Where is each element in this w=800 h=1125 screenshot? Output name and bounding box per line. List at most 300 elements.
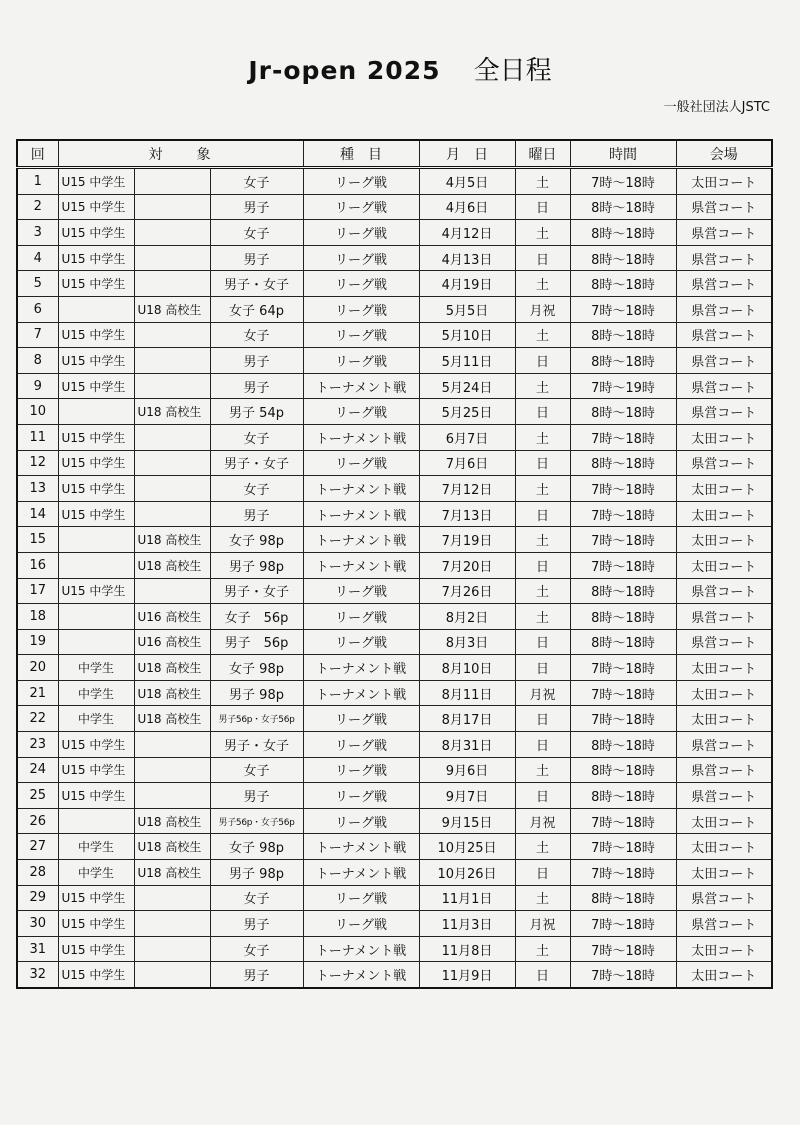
gender-cell: 男子 — [210, 783, 303, 809]
segment2-cell — [134, 783, 210, 809]
time-cell: 7時〜18時 — [570, 552, 676, 578]
table-row — [17, 757, 772, 783]
page-title — [0, 50, 800, 87]
weekday-cell: 土 — [515, 527, 570, 553]
table-row — [17, 476, 772, 502]
gender-cell: 男子・女子 — [210, 271, 303, 297]
time-cell: 7時〜18時 — [570, 655, 676, 681]
venue-cell: 県営コート — [676, 348, 772, 374]
weekday-cell: 土 — [515, 834, 570, 860]
event-cell: リーグ戦 — [303, 194, 419, 220]
venue-cell: 県営コート — [676, 757, 772, 783]
weekday-cell: 土 — [515, 373, 570, 399]
table-row — [17, 604, 772, 630]
table-row — [17, 322, 772, 348]
gender-cell: 男子 56p — [210, 629, 303, 655]
table-row — [17, 783, 772, 809]
time-cell: 7時〜19時 — [570, 373, 676, 399]
segment2-cell: U16 高校生 — [134, 604, 210, 630]
title-japanese: 全日程 — [473, 56, 552, 86]
gender-cell: 女子 — [210, 322, 303, 348]
venue-cell: 県営コート — [676, 296, 772, 322]
segment1-cell: 中学生 — [58, 680, 134, 706]
event-cell: リーグ戦 — [303, 629, 419, 655]
event-cell: リーグ戦 — [303, 245, 419, 271]
weekday-cell: 日 — [515, 860, 570, 886]
gender-cell: 女子 — [210, 885, 303, 911]
table-row — [17, 860, 772, 886]
event-cell: トーナメント戦 — [303, 476, 419, 502]
weekday-cell: 土 — [515, 578, 570, 604]
gender-cell: 男子 98p — [210, 680, 303, 706]
weekday-cell: 土 — [515, 271, 570, 297]
event-cell: トーナメント戦 — [303, 373, 419, 399]
weekday-cell: 月祝 — [515, 296, 570, 322]
table-row — [17, 834, 772, 860]
venue-cell: 太田コート — [676, 808, 772, 834]
weekday-cell: 土 — [515, 220, 570, 246]
segment1-cell: U15 中学生 — [58, 450, 134, 476]
date-cell: 7月13日 — [419, 501, 515, 527]
date-cell: 9月15日 — [419, 808, 515, 834]
round-cell: 29 — [17, 885, 58, 911]
date-cell: 5月5日 — [419, 296, 515, 322]
venue-cell: 太田コート — [676, 655, 772, 681]
event-cell: トーナメント戦 — [303, 552, 419, 578]
segment2-cell: U18 高校生 — [134, 860, 210, 886]
table-row — [17, 450, 772, 476]
date-cell: 8月10日 — [419, 655, 515, 681]
segment1-cell: U15 中学生 — [58, 885, 134, 911]
time-cell: 8時〜18時 — [570, 885, 676, 911]
segment1-cell: U15 中学生 — [58, 373, 134, 399]
table-row — [17, 373, 772, 399]
table-row — [17, 936, 772, 962]
event-cell: リーグ戦 — [303, 168, 419, 195]
event-cell: トーナメント戦 — [303, 936, 419, 962]
organization-name: 一般社団法人JSTC — [663, 100, 770, 115]
table-row — [17, 885, 772, 911]
round-cell: 1 — [17, 168, 58, 195]
header-venue: 会場 — [676, 140, 772, 168]
gender-cell: 女子 — [210, 936, 303, 962]
date-cell: 7月6日 — [419, 450, 515, 476]
time-cell: 8時〜18時 — [570, 604, 676, 630]
venue-cell: 太田コート — [676, 962, 772, 988]
gender-cell: 男子・女子 — [210, 450, 303, 476]
round-cell: 31 — [17, 936, 58, 962]
event-cell: リーグ戦 — [303, 220, 419, 246]
date-cell: 10月25日 — [419, 834, 515, 860]
table-row — [17, 501, 772, 527]
round-cell: 23 — [17, 732, 58, 758]
event-cell: リーグ戦 — [303, 757, 419, 783]
round-cell: 5 — [17, 271, 58, 297]
weekday-cell: 日 — [515, 706, 570, 732]
date-cell: 9月6日 — [419, 757, 515, 783]
segment1-cell: U15 中学生 — [58, 783, 134, 809]
segment1-cell: U15 中学生 — [58, 501, 134, 527]
time-cell: 7時〜18時 — [570, 527, 676, 553]
time-cell: 8時〜18時 — [570, 578, 676, 604]
round-cell: 17 — [17, 578, 58, 604]
segment2-cell — [134, 885, 210, 911]
date-cell: 4月13日 — [419, 245, 515, 271]
gender-cell: 男子 — [210, 911, 303, 937]
weekday-cell: 土 — [515, 604, 570, 630]
segment1-cell: U15 中学生 — [58, 271, 134, 297]
table-row — [17, 296, 772, 322]
venue-cell: 県営コート — [676, 911, 772, 937]
round-cell: 19 — [17, 629, 58, 655]
date-cell: 9月7日 — [419, 783, 515, 809]
date-cell: 11月8日 — [419, 936, 515, 962]
weekday-cell: 土 — [515, 885, 570, 911]
segment2-cell — [134, 194, 210, 220]
gender-cell: 男子 — [210, 962, 303, 988]
date-cell: 8月11日 — [419, 680, 515, 706]
table-row — [17, 527, 772, 553]
segment1-cell: 中学生 — [58, 706, 134, 732]
venue-cell: 太田コート — [676, 424, 772, 450]
header-round: 回 — [17, 140, 58, 168]
date-cell: 4月19日 — [419, 271, 515, 297]
event-cell: リーグ戦 — [303, 322, 419, 348]
round-cell: 2 — [17, 194, 58, 220]
table-row — [17, 424, 772, 450]
round-cell: 10 — [17, 399, 58, 425]
event-cell: トーナメント戦 — [303, 834, 419, 860]
time-cell: 8時〜18時 — [570, 220, 676, 246]
segment2-cell — [134, 911, 210, 937]
time-cell: 7時〜18時 — [570, 860, 676, 886]
weekday-cell: 日 — [515, 962, 570, 988]
date-cell: 4月12日 — [419, 220, 515, 246]
venue-cell: 県営コート — [676, 194, 772, 220]
time-cell: 7時〜18時 — [570, 476, 676, 502]
segment1-cell: U15 中学生 — [58, 245, 134, 271]
segment1-cell: U15 中学生 — [58, 962, 134, 988]
round-cell: 12 — [17, 450, 58, 476]
round-cell: 22 — [17, 706, 58, 732]
event-cell: リーグ戦 — [303, 885, 419, 911]
segment2-cell — [134, 450, 210, 476]
event-cell: リーグ戦 — [303, 348, 419, 374]
round-cell: 6 — [17, 296, 58, 322]
event-cell: トーナメント戦 — [303, 655, 419, 681]
table-row — [17, 911, 772, 937]
time-cell: 7時〜18時 — [570, 680, 676, 706]
date-cell: 5月25日 — [419, 399, 515, 425]
segment2-cell: U18 高校生 — [134, 527, 210, 553]
time-cell: 7時〜18時 — [570, 936, 676, 962]
event-cell: リーグ戦 — [303, 783, 419, 809]
table-row — [17, 655, 772, 681]
time-cell: 7時〜18時 — [570, 911, 676, 937]
gender-cell: 男子 — [210, 194, 303, 220]
weekday-cell: 日 — [515, 552, 570, 578]
time-cell: 8時〜18時 — [570, 194, 676, 220]
table-row — [17, 552, 772, 578]
venue-cell: 太田コート — [676, 501, 772, 527]
date-cell: 5月24日 — [419, 373, 515, 399]
table-row — [17, 808, 772, 834]
segment2-cell: U18 高校生 — [134, 399, 210, 425]
segment2-cell: U18 高校生 — [134, 296, 210, 322]
segment1-cell: U15 中学生 — [58, 322, 134, 348]
round-cell: 15 — [17, 527, 58, 553]
gender-cell: 男子 — [210, 245, 303, 271]
round-cell: 25 — [17, 783, 58, 809]
weekday-cell: 日 — [515, 732, 570, 758]
gender-cell: 男子56p・女子56p — [210, 706, 303, 732]
date-cell: 7月26日 — [419, 578, 515, 604]
segment1-cell: U15 中学生 — [58, 757, 134, 783]
segment2-cell: U18 高校生 — [134, 655, 210, 681]
date-cell: 4月5日 — [419, 168, 515, 195]
event-cell: リーグ戦 — [303, 578, 419, 604]
date-cell: 11月9日 — [419, 962, 515, 988]
venue-cell: 県営コート — [676, 271, 772, 297]
gender-cell: 女子 98p — [210, 527, 303, 553]
header-event: 種 目 — [303, 140, 419, 168]
segment2-cell: U18 高校生 — [134, 834, 210, 860]
venue-cell: 太田コート — [676, 168, 772, 195]
segment1-cell: U15 中学生 — [58, 424, 134, 450]
event-cell: リーグ戦 — [303, 399, 419, 425]
date-cell: 8月2日 — [419, 604, 515, 630]
time-cell: 8時〜18時 — [570, 783, 676, 809]
table-row — [17, 680, 772, 706]
segment2-cell — [134, 962, 210, 988]
round-cell: 14 — [17, 501, 58, 527]
segment2-cell: U16 高校生 — [134, 629, 210, 655]
time-cell: 7時〜18時 — [570, 296, 676, 322]
date-cell: 6月7日 — [419, 424, 515, 450]
segment1-cell — [58, 296, 134, 322]
date-cell: 7月12日 — [419, 476, 515, 502]
weekday-cell: 日 — [515, 194, 570, 220]
weekday-cell: 土 — [515, 476, 570, 502]
table-row — [17, 578, 772, 604]
time-cell: 8時〜18時 — [570, 399, 676, 425]
date-cell: 11月3日 — [419, 911, 515, 937]
table-row — [17, 245, 772, 271]
round-cell: 20 — [17, 655, 58, 681]
gender-cell: 男子56p・女子56p — [210, 808, 303, 834]
segment2-cell — [134, 348, 210, 374]
weekday-cell: 土 — [515, 757, 570, 783]
gender-cell: 男子 — [210, 348, 303, 374]
venue-cell: 県営コート — [676, 245, 772, 271]
round-cell: 7 — [17, 322, 58, 348]
weekday-cell: 土 — [515, 424, 570, 450]
time-cell: 7時〜18時 — [570, 962, 676, 988]
venue-cell: 太田コート — [676, 860, 772, 886]
time-cell: 7時〜18時 — [570, 501, 676, 527]
weekday-cell: 日 — [515, 348, 570, 374]
segment2-cell — [134, 578, 210, 604]
table-row — [17, 732, 772, 758]
round-cell: 28 — [17, 860, 58, 886]
event-cell: トーナメント戦 — [303, 527, 419, 553]
time-cell: 8時〜18時 — [570, 450, 676, 476]
header-time: 時間 — [570, 140, 676, 168]
segment1-cell: U15 中学生 — [58, 476, 134, 502]
segment1-cell — [58, 629, 134, 655]
table-row — [17, 629, 772, 655]
date-cell: 8月17日 — [419, 706, 515, 732]
time-cell: 7時〜18時 — [570, 168, 676, 195]
event-cell: リーグ戦 — [303, 911, 419, 937]
segment2-cell — [134, 220, 210, 246]
venue-cell: 県営コート — [676, 373, 772, 399]
round-cell: 4 — [17, 245, 58, 271]
segment1-cell: U15 中学生 — [58, 911, 134, 937]
gender-cell: 女子 — [210, 757, 303, 783]
segment1-cell: U15 中学生 — [58, 220, 134, 246]
segment2-cell: U18 高校生 — [134, 680, 210, 706]
venue-cell: 県営コート — [676, 885, 772, 911]
venue-cell: 太田コート — [676, 706, 772, 732]
event-cell: リーグ戦 — [303, 450, 419, 476]
segment2-cell — [134, 757, 210, 783]
time-cell: 8時〜18時 — [570, 245, 676, 271]
round-cell: 9 — [17, 373, 58, 399]
segment2-cell — [134, 732, 210, 758]
gender-cell: 女子 64p — [210, 296, 303, 322]
table-row — [17, 194, 772, 220]
venue-cell: 県営コート — [676, 783, 772, 809]
segment1-cell: U15 中学生 — [58, 194, 134, 220]
venue-cell: 太田コート — [676, 476, 772, 502]
segment2-cell — [134, 168, 210, 195]
event-cell: リーグ戦 — [303, 808, 419, 834]
weekday-cell: 日 — [515, 501, 570, 527]
venue-cell: 県営コート — [676, 322, 772, 348]
segment2-cell — [134, 476, 210, 502]
venue-cell: 太田コート — [676, 936, 772, 962]
time-cell: 8時〜18時 — [570, 348, 676, 374]
gender-cell: 女子 98p — [210, 834, 303, 860]
gender-cell: 女子 98p — [210, 655, 303, 681]
table-row — [17, 706, 772, 732]
venue-cell: 県営コート — [676, 399, 772, 425]
segment1-cell: 中学生 — [58, 860, 134, 886]
round-cell: 8 — [17, 348, 58, 374]
weekday-cell: 月祝 — [515, 808, 570, 834]
round-cell: 16 — [17, 552, 58, 578]
gender-cell: 女子 — [210, 476, 303, 502]
gender-cell: 女子 — [210, 424, 303, 450]
table-header-row — [17, 140, 772, 168]
weekday-cell: 土 — [515, 936, 570, 962]
time-cell: 8時〜18時 — [570, 732, 676, 758]
round-cell: 24 — [17, 757, 58, 783]
date-cell: 8月31日 — [419, 732, 515, 758]
round-cell: 3 — [17, 220, 58, 246]
event-cell: トーナメント戦 — [303, 860, 419, 886]
segment2-cell — [134, 245, 210, 271]
date-cell: 8月3日 — [419, 629, 515, 655]
venue-cell: 太田コート — [676, 834, 772, 860]
segment1-cell — [58, 527, 134, 553]
venue-cell: 県営コート — [676, 578, 772, 604]
segment2-cell: U18 高校生 — [134, 706, 210, 732]
weekday-cell: 日 — [515, 629, 570, 655]
segment1-cell: U15 中学生 — [58, 348, 134, 374]
segment1-cell: 中学生 — [58, 655, 134, 681]
date-cell: 11月1日 — [419, 885, 515, 911]
gender-cell: 女子 — [210, 220, 303, 246]
header-date: 月 日 — [419, 140, 515, 168]
event-cell: トーナメント戦 — [303, 680, 419, 706]
segment1-cell — [58, 399, 134, 425]
segment2-cell — [134, 501, 210, 527]
time-cell: 7時〜18時 — [570, 808, 676, 834]
date-cell: 7月19日 — [419, 527, 515, 553]
segment1-cell: 中学生 — [58, 834, 134, 860]
event-cell: リーグ戦 — [303, 706, 419, 732]
time-cell: 8時〜18時 — [570, 757, 676, 783]
round-cell: 30 — [17, 911, 58, 937]
venue-cell: 太田コート — [676, 527, 772, 553]
segment1-cell — [58, 552, 134, 578]
segment2-cell: U18 高校生 — [134, 808, 210, 834]
gender-cell: 男子・女子 — [210, 732, 303, 758]
table-row — [17, 271, 772, 297]
venue-cell: 県営コート — [676, 220, 772, 246]
header-weekday: 曜日 — [515, 140, 570, 168]
gender-cell: 女子 — [210, 168, 303, 195]
venue-cell: 太田コート — [676, 680, 772, 706]
round-cell: 21 — [17, 680, 58, 706]
time-cell: 8時〜18時 — [570, 271, 676, 297]
round-cell: 32 — [17, 962, 58, 988]
date-cell: 5月10日 — [419, 322, 515, 348]
venue-cell: 県営コート — [676, 629, 772, 655]
table-row — [17, 399, 772, 425]
event-cell: リーグ戦 — [303, 271, 419, 297]
weekday-cell: 土 — [515, 168, 570, 195]
time-cell: 7時〜18時 — [570, 834, 676, 860]
segment2-cell — [134, 271, 210, 297]
title-english: Jr-open 2025 — [248, 56, 441, 85]
weekday-cell: 日 — [515, 399, 570, 425]
round-cell: 18 — [17, 604, 58, 630]
segment1-cell: U15 中学生 — [58, 732, 134, 758]
gender-cell: 男子 98p — [210, 552, 303, 578]
venue-cell: 県営コート — [676, 604, 772, 630]
event-cell: トーナメント戦 — [303, 501, 419, 527]
gender-cell: 男子 98p — [210, 860, 303, 886]
event-cell: リーグ戦 — [303, 296, 419, 322]
gender-cell: 女子 56p — [210, 604, 303, 630]
weekday-cell: 日 — [515, 450, 570, 476]
segment2-cell: U18 高校生 — [134, 552, 210, 578]
venue-cell: 県営コート — [676, 732, 772, 758]
weekday-cell: 土 — [515, 322, 570, 348]
segment2-cell — [134, 936, 210, 962]
date-cell: 4月6日 — [419, 194, 515, 220]
venue-cell: 太田コート — [676, 552, 772, 578]
event-cell: リーグ戦 — [303, 604, 419, 630]
round-cell: 27 — [17, 834, 58, 860]
time-cell: 7時〜18時 — [570, 424, 676, 450]
segment1-cell — [58, 604, 134, 630]
segment1-cell: U15 中学生 — [58, 168, 134, 195]
schedule-table — [16, 139, 773, 989]
